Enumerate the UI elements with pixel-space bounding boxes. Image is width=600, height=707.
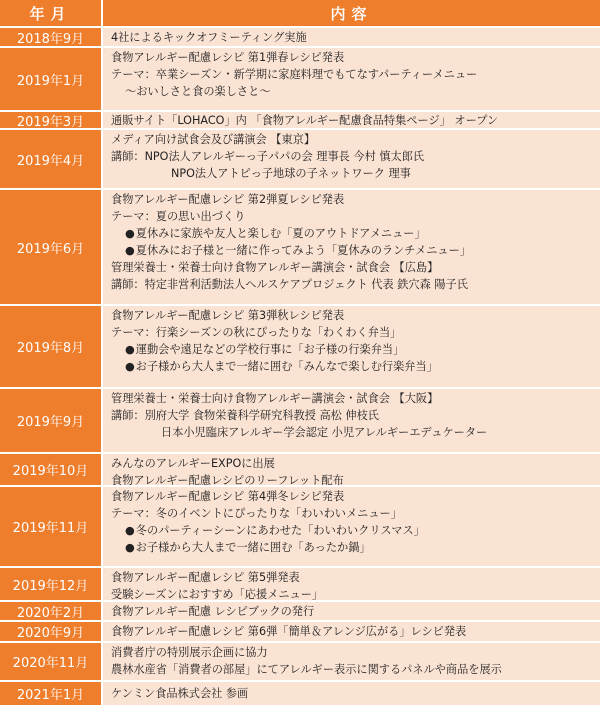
row-date: 2019年10月 [0,454,101,485]
row-date: 2021年1月 [0,682,101,705]
content-line: ● 冬のパーティーシーンにあわせた「わいわいクリスマス」 [111,522,600,539]
content-line: 通販サイト「LOHACO」内 「食物アレルギー配慮食品特集ページ」 オープン [111,114,499,127]
row-date: 2020年11月 [0,643,101,680]
content-line: 食物アレルギー配慮レシピ 第1弾春レシピ発表 [111,51,345,64]
row-content [103,602,600,620]
row-content [103,190,600,304]
content-line: 管理栄養士・栄養士向け食物アレルギー講演会・試食会 【広島】 [111,261,439,274]
content-line: ● 夏休みにお子様と一緒に作ってみよう「夏休みのランチメニュー」 [111,242,600,259]
content-line: 受験シーズンにおすすめ「応援メニュー」 [111,588,324,601]
row-content [103,112,600,128]
content-line: 食物アレルギー配慮 レシピブックの発行 [111,604,315,618]
content-line: メディア向け試食会及び講演会 【東京】 [111,133,316,146]
row-content [103,454,600,485]
row-date: 2019年11月 [0,487,101,566]
row-date: 2018年9月 [0,28,101,46]
row-date: 2020年2月 [0,602,101,620]
row-date: 2020年9月 [0,622,101,641]
content-line: ● 運動会や遠足などの学校行事に「お子様の行楽弁当」 [111,341,600,358]
row-content [103,48,600,110]
content-line: 日本小児臨床アレルギー学会認定 小児アレルギーエデュケーター [161,426,488,439]
content-line: テーマ：冬のイベントにぴったりな「わいわいメニュー」 [111,507,402,520]
content-line: 講師：特定非営利活動法人ヘルスケアプロジェクト 代表 鉄穴森 陽子氏 [111,278,468,291]
content-line: 農林水産省「消費者の部屋」にてアレルギー表示に関するパネルや商品を展示 [111,663,502,676]
content-line: 4社によるキックオフミーティング実施 [111,30,307,44]
row-date: 2019年6月 [0,190,101,304]
row-date: 2019年8月 [0,306,101,387]
content-line: 講師：別府大学 食物栄養科学研究科教授 高松 伸枝氏 [111,409,379,422]
row-date: 2019年4月 [0,130,101,188]
content-line: テーマ：行楽シーズンの秋にぴったりな「わくわく弁当」 [111,326,402,339]
row-date: 2019年9月 [0,389,101,452]
content-line: 食物アレルギー配慮レシピ 第6弾「簡単＆アレンジ広がる」レシピ発表 [111,625,467,638]
content-line: ● お子様から大人まで一緒に囲む「あったか鍋」 [111,539,600,556]
header-content: 内容 [103,0,600,26]
content-line: 食物アレルギー配慮レシピ 第3弾秋レシピ発表 [111,309,345,322]
content-line: ● お子様から大人まで一緒に囲む「みんなで楽しむ行楽弁当」 [111,358,600,375]
content-line: テーマ：卒業シーズン・新学期に家庭料理でもてなすパーティーメニュー [111,68,478,81]
content-line: 食物アレルギー配慮レシピ 第2弾夏レシピ発表 [111,193,345,206]
header-year: 年月 [0,0,101,26]
content-line: ～おいしさと食の楽しさと～ [125,85,271,98]
row-content [103,306,600,387]
content-line: 食物アレルギー配慮レシピ 第4弾冬レシピ発表 [111,490,345,503]
row-date: 2019年1月 [0,48,101,110]
row-content [103,622,600,641]
content-line: 食物アレルギー配慮レシピ 第5弾発表 [111,571,300,584]
content-line: 講師：NPO法人アレルギーっ子パパの会 理事長 今村 慎太郎氏 [111,150,425,163]
row-content [103,643,600,680]
row-content [103,28,600,46]
row-content [103,682,600,705]
content-line: 管理栄養士・栄養士向け食物アレルギー講演会・試食会 【大阪】 [111,392,439,405]
row-content [103,130,600,188]
row-content [103,487,600,566]
content-line: みんなのアレルギーEXPOに出展 [111,457,275,470]
content-line: ● 夏休みに家族や友人と楽しむ「夏のアウトドアメニュー」 [111,225,600,242]
row-content [103,568,600,600]
row-date: 2019年12月 [0,568,101,600]
row-content [103,389,600,452]
content-line: 食物アレルギー配慮レシピのリーフレット配布 [111,474,344,487]
content-line: 消費者庁の特別展示企画に協力 [111,646,268,659]
content-line: NPO法人アトピっ子地球の子ネットワーク 理事 [171,167,411,180]
content-line: ケンミン食品株式会社 参画 [111,687,249,700]
content-line: テーマ：夏の思い出づくり [111,210,246,223]
row-date: 2019年3月 [0,112,101,128]
